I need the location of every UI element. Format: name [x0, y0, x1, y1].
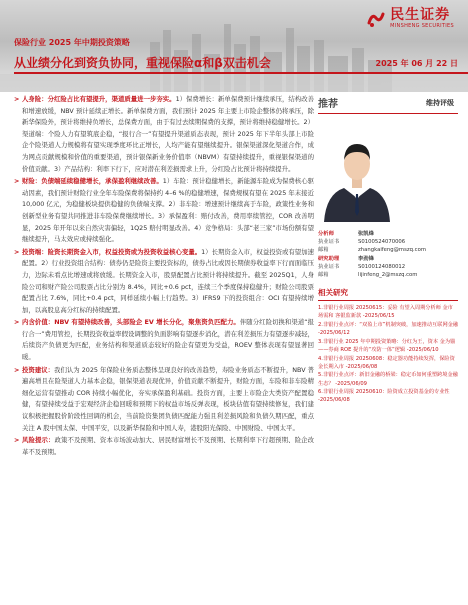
rating-label: 推荐 — [318, 99, 338, 110]
paragraph-text: 1）保费增长：新单保费预计继续承压，结构改善和增速放缓，NBV 预计延续正增长。新单保费方面，我们预计 2025 年主要上市险企整体仍将承压，除新华保险外，预计将维持负增长，总保费方面，由于有过去续期保费的支撑，预计将维持稳健增长。2）渠道端：个险人力有望筑底企稳，“报行合一”有望提升渠道质态表现，预计 2025 年下半年头部上市险企个险渠道人力规模将有望实现季度环比正增长，人均产能有望继续提升。银保渠道深化渠道合作，成为网点贡献规模和价值的重要渠道，预计银保新业务价值率（NBVM）有望持续提升，重视银保渠道的价值贡献。3）产品结构：利率下行下，应对潜在利差损需求上升，分红险占比预计将持续提升。 — [22, 95, 314, 173]
report-title: 从业绩分化到资负协同，重视保险α和β双击机会 — [14, 56, 271, 70]
title-divider — [14, 72, 468, 74]
paragraph-heading: 投资端：险资长期资金入市，权益投资或为投资收益核心变量。 — [22, 247, 202, 256]
report-header — [0, 0, 468, 92]
related-research-link[interactable]: 6.非银行业周报 20250610：险资成立投资基金的专业性 -2025/06/08 — [318, 389, 450, 404]
bullet-arrow-icon: > — [14, 247, 20, 256]
industry-tag: 保险行业 2025 年中期投资策略 — [14, 38, 130, 47]
related-research-title: 相关研究 — [318, 287, 458, 301]
paragraph-property-insurance — [14, 176, 314, 246]
bullet-arrow-icon: > — [14, 365, 20, 374]
paragraph-life-insurance — [14, 94, 314, 175]
related-research-list — [318, 304, 458, 404]
paragraph-heading: 人身险：分红险占比有望提升，渠道质量进一步夯实。 — [22, 95, 176, 103]
paragraph-text: 我们认为 2025 年保险业务质态整体呈现良好的改善趋势，寿险业务质态不断提升，NBV 普遍高增且在险渠道人力基本企稳，银保渠道表现优异，价值贡献不断提升，财险方面，车险和非车险精细化运营有望推动 COR 持续小幅优化，夯实承保盈利基础。投资方面，主要上市险企大类资产配置稳健，有望持续受益于宏观经济企稳回暖和预期下的权益市场反弹表现，板块估值有望持续修复，我们建议积极把握股价阶段性回调的机会，当前险资集团负债匹配能力强且利差损风险和负债久期匹配，重点关注 A 股中国太保、中国平安，以及新华保险和中国人寿，港股阳光保险、中国财险、中国太平。 — [22, 365, 315, 432]
analyst-field-key: 执业证书 — [318, 263, 340, 270]
analyst-field-key: 邮箱 — [318, 272, 329, 279]
analyst-field-key: 执业证书 — [318, 239, 340, 246]
analyst-row — [318, 238, 458, 246]
bullet-arrow-icon: > — [14, 177, 20, 186]
logo-chinese-name: 民生证券 — [390, 7, 451, 23]
related-research-link[interactable]: 4.非银行业周报 20250608：稳定器功能持续发挥，保险资金长期入市 -2025/06/08 — [318, 355, 455, 370]
paragraph-investment-advice — [14, 365, 314, 435]
rating-value: 维持评级 — [426, 98, 454, 107]
analyst-role: 分析师 — [318, 231, 334, 237]
info-sidebar — [318, 94, 458, 405]
paragraph-text: 1）车险：预计稳健增长，新能源车险成为保费核心驱动因素，我们预计财险行业全年车险保费将保持约 4–6 %的稳健增速，保费规模有望在 2025 年末接近 10,000 亿元，为稳健板块提供稳健的负债端支撑。2）非车险：增速预计继续高于车险，政策性业务和创新型业务有望共同推进非车险保费继续增长。3）承保盈利：赔付改善，费用率续管控，COR 改善明显，2025 年开年以来自然灾害偏轻，1Q25 赔付明显改善。4）竞争格局：头部“老三家”市场份额有望继续提升，马太效应或持续强化。 — [22, 177, 314, 244]
paragraph-heading: 内含价值：NBV 有望持续改善，头部险企 EV 增长分化，聚焦资负匹配力。 — [22, 318, 240, 327]
bullet-arrow-icon: > — [14, 436, 20, 445]
minsheng-logo-icon — [366, 9, 386, 29]
summary-column — [14, 94, 314, 458]
analyst-row — [318, 255, 458, 263]
related-research-link[interactable]: 1.非银行业周报 20250615：妥险 有望入周期分析师 金市场需和 客银监新款 -2025/06/15 — [318, 305, 453, 320]
paragraph-embedded-value — [14, 317, 314, 363]
paragraph-text: 伴随分红险切换和渠道“报行合一”费用管控，长期投资收益率假设调整的负面影响有望逐步消化，潜在利差损压力有望逐步减轻，后续资产负债更为匹配，业务结构和渠道质态较好的险企有望更为受益，ROEV 整体表现有望显著回暖。 — [22, 318, 315, 362]
assistant-name: 李劲锋 — [358, 255, 374, 262]
related-research-link[interactable]: 2.非银行业点评：“双盈上市”机制突破，加速推动互联网金融 -2025/06/12 — [318, 322, 459, 337]
analyst-row — [318, 246, 458, 254]
assistant-email[interactable]: lijinfeng_2@mszq.com — [358, 272, 418, 279]
analyst-email[interactable]: zhangkaifeng@mszq.com — [358, 247, 426, 254]
analyst-row — [318, 230, 458, 238]
analyst-row — [318, 271, 458, 279]
assistant-certificate: S0100124080012 — [358, 263, 406, 270]
paragraph-heading: 财险：负债端延续稳健增长，承保盈利继续改善。 — [22, 177, 163, 186]
analyst-row — [318, 263, 458, 271]
rating-row — [318, 94, 458, 111]
analyst-photo — [318, 124, 396, 222]
paragraph-investment — [14, 247, 314, 317]
report-date: 2025 年 06 月 22 日 — [375, 59, 458, 68]
rating-divider — [318, 113, 458, 114]
bullet-arrow-icon: > — [14, 95, 20, 103]
assistant-role: 研究助理 — [318, 255, 340, 262]
analyst-name: 张凯烽 — [358, 231, 374, 237]
related-research-link[interactable]: 3.非银行业 2025 年中期投资策略：分红为王，资本 金为锚——券商 ROE 提升的“攻防一体”逻辑 -2025/06/10 — [318, 338, 456, 354]
brand-logo — [366, 7, 454, 30]
analyst-field-key: 邮箱 — [318, 247, 329, 254]
bullet-arrow-icon: > — [14, 318, 20, 327]
paragraph-heading: 投资建议： — [22, 365, 55, 374]
analyst-certificate: S0100524070006 — [358, 239, 406, 246]
paragraph-text: 政策不及预期、资本市场波动加大、居民财富增长不及预期、长期利率下行超预期、险企改革不及预期。 — [22, 436, 315, 456]
related-research-link[interactable]: 5.非银行业点评：新旧金融的桥梁：稳定币如何重塑跨境金融生态？ -2025/06/09 — [318, 372, 458, 387]
paragraph-risk-warning — [14, 435, 314, 458]
analyst-info — [318, 230, 458, 279]
paragraph-heading: 风险提示： — [22, 436, 55, 445]
logo-english-name: MINSHENG SECURITIES — [390, 23, 454, 29]
paragraph-text: 1）长期资金入市，权益投资或有望加速配置。2）行业投资组合结构：债券仍是险资主要投资标的，债券占比或因长期债券收益率下行而面临压力，边际未看点比增速或将放缓。长期资金入市，股票配置占比预计将持续提升。截至 2025Q1，人身险公司和财产险公司股票占比分别为 8.4%，同比+0.6 pct，连续三个季度保持稳健升；财险公司股票配置占比 7.6%，同比+0.4 pct，同样延续小幅上行趋势。3）IFRS9 下的投资组合：OCI 有望持续增加，以高股息高分红标的持续配置。 — [22, 247, 314, 314]
